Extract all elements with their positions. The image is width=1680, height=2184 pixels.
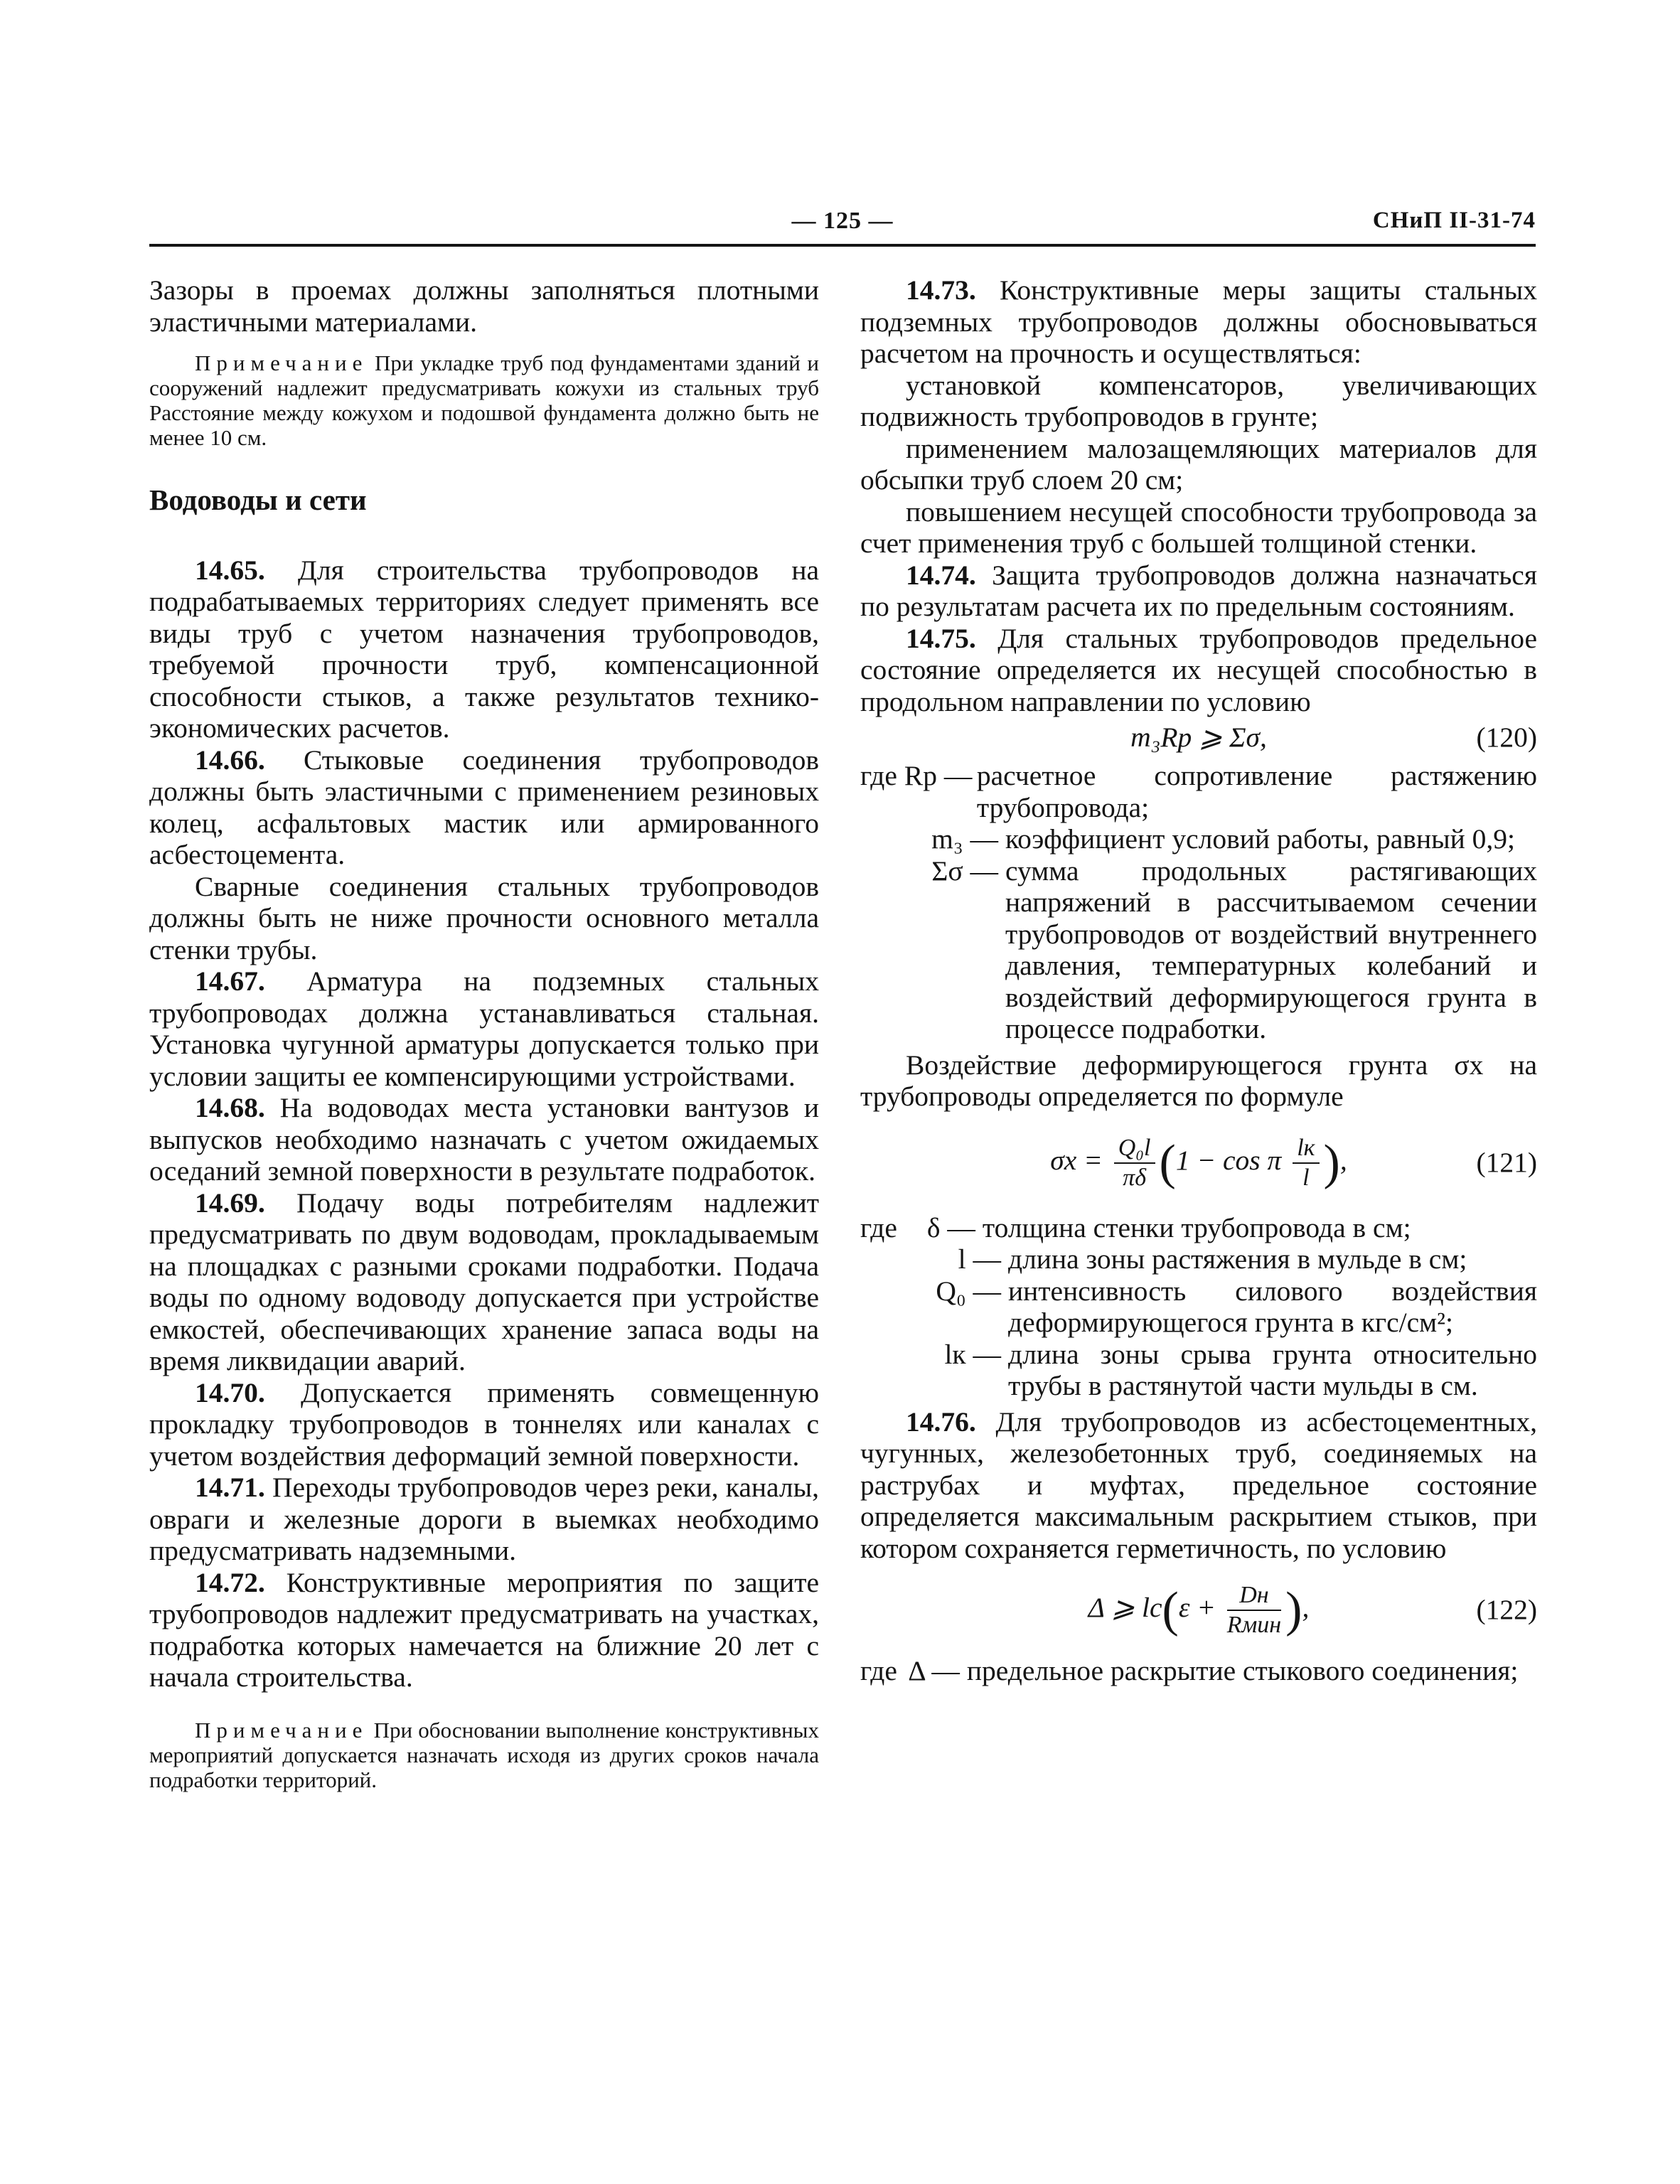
measure-item: повышением несущей способности трубопровода за счет применения труб с большей толщиной стенки. bbox=[860, 496, 1537, 559]
fraction bbox=[1114, 1134, 1155, 1192]
clause-number: 14.69. bbox=[195, 1187, 265, 1219]
clause-14-66 bbox=[149, 744, 819, 871]
note-alternative-terms bbox=[149, 1718, 819, 1792]
clause-number: 14.75. bbox=[906, 622, 976, 654]
header-rule bbox=[149, 244, 1536, 247]
right-column bbox=[860, 274, 1537, 1691]
clause-14-66-cont bbox=[149, 871, 819, 966]
paragraph-impact: Воздействие деформирующегося грунта σx на трубопроводы определяется по формуле bbox=[860, 1049, 1537, 1112]
definition-item bbox=[860, 823, 1537, 855]
definition-text: интенсивность силового воздействия деформирующегося грунта в кгс/см²; bbox=[1008, 1275, 1537, 1338]
clause-text: Конструктивные меры защиты стальных подземных трубопроводов должны обосновываться расчетом на прочность и осуществляться: bbox=[860, 274, 1537, 369]
clause-number: 14.68. bbox=[195, 1092, 265, 1123]
section-heading: Водоводы и сети bbox=[149, 483, 367, 516]
intro-paragraph: Зазоры в проемах должны заполняться плотными эластичными материалами. bbox=[149, 274, 819, 338]
clause-text: Арматура на подземных стальных трубопроводах должна устанавливаться стальная. Установка чугунной арматуры допускается только при условии защиты ее компенсирующими устройствами. bbox=[149, 965, 819, 1092]
definitions-122 bbox=[860, 1655, 1537, 1687]
definition-lead: где bbox=[860, 1655, 897, 1686]
definition-item bbox=[860, 760, 1537, 823]
note-text: При укладке труб под фундаментами зданий и сооружений надлежит предусматривать кожухи из стальных труб Расстояние между кожухом и подошвой фундамента должно быть не менее 10 см. bbox=[149, 350, 820, 450]
clause-text: Для строительства трубопроводов на подрабатываемых территориях следует применять все виды труб с учетом назначения трубопроводов, требуемой прочности труб, компенсационной способности стыков, а также результатов технико-экономических расчетов. bbox=[149, 554, 819, 744]
clause-14-67 bbox=[149, 965, 819, 1092]
page-number: — 125 — bbox=[791, 208, 894, 234]
clause-text: Сварные соединения стальных трубопроводов должны быть не ниже прочности основного металла стенки трубы. bbox=[149, 870, 819, 965]
definition-text: длина зоны растяжения в мульде в см; bbox=[1008, 1243, 1467, 1275]
clause-14-76 bbox=[860, 1406, 1537, 1565]
clause-14-71 bbox=[149, 1472, 819, 1567]
formula-122 bbox=[860, 1567, 1537, 1651]
clause-number: 14.65. bbox=[195, 554, 265, 586]
definition-text: предельное раскрытие стыкового соединения; bbox=[966, 1655, 1519, 1686]
definition-item bbox=[860, 1243, 1537, 1275]
measure-item: применением малозащемляющих материалов для обсыпки труб слоем 20 см; bbox=[860, 432, 1537, 496]
clause-text: Переходы трубопроводов через реки, каналы, овраги и железные дороги в выемках необходимо предусматривать надземными. bbox=[149, 1472, 819, 1566]
definition-symbol: δ — bbox=[926, 1211, 975, 1243]
fraction-denominator: l bbox=[1302, 1164, 1310, 1191]
formula-expression bbox=[860, 1134, 1537, 1192]
definition-symbol: l — bbox=[958, 1243, 1001, 1275]
left-column bbox=[149, 274, 819, 1792]
fraction bbox=[1227, 1581, 1281, 1639]
definition-symbol: Q₀ — bbox=[936, 1275, 1001, 1307]
formula-lhs: Δ ⩾ lc bbox=[1088, 1592, 1162, 1624]
clause-text: Для трубопроводов из асбестоцементных, чугунных, железобетонных труб, соединяемых на раструбах и муфтах, предельное состояние определяется максимальным раскрытием стыков, при котором сохраняется герметичность, по условию bbox=[860, 1406, 1537, 1564]
formula-inner: ε + bbox=[1178, 1592, 1216, 1624]
clause-14-68 bbox=[149, 1092, 819, 1187]
fraction-numerator: lк bbox=[1293, 1134, 1319, 1164]
clause-text: Допускается применять совмещенную прокладку трубопроводов в тоннелях или каналах с учетом воздействия деформаций земной поверхности. bbox=[149, 1376, 820, 1472]
definition-text: коэффициент условий работы, равный 0,9; bbox=[1005, 823, 1515, 855]
definition-item bbox=[860, 1655, 1537, 1687]
clause-14-70 bbox=[149, 1377, 819, 1472]
clause-number: 14.72. bbox=[195, 1566, 265, 1598]
definition-lead: где bbox=[860, 1211, 897, 1243]
note-label: Примечание bbox=[195, 1717, 368, 1743]
formula-number: (122) bbox=[1476, 1594, 1537, 1625]
clause-text: Для стальных трубопроводов предельное состояние определяется их несущей способностью в продольном направлении по условию bbox=[860, 622, 1537, 717]
clause-text: Защита трубопроводов должна назначаться по результатам расчета их по предельным состояниям. bbox=[860, 559, 1538, 622]
clause-14-74 bbox=[860, 560, 1537, 623]
clause-14-65 bbox=[149, 555, 819, 744]
formula-number: (121) bbox=[1476, 1146, 1537, 1178]
clause-number: 14.76. bbox=[906, 1406, 976, 1438]
paren-close: ) bbox=[1285, 1582, 1302, 1637]
definition-item bbox=[860, 1212, 1537, 1244]
definitions-121 bbox=[860, 1212, 1537, 1402]
clause-14-75 bbox=[860, 623, 1537, 718]
formula-inner: 1 − cos π bbox=[1175, 1144, 1282, 1176]
clause-number: 14.71. bbox=[195, 1472, 265, 1503]
definition-text: длина зоны срыва грунта относительно трубы в растянутой части мульды в см. bbox=[1008, 1338, 1537, 1401]
clause-number: 14.73. bbox=[906, 274, 976, 306]
note-label: Примечание bbox=[195, 350, 368, 375]
definition-item bbox=[860, 1275, 1537, 1339]
fraction bbox=[1293, 1134, 1319, 1192]
page-header bbox=[149, 200, 1536, 243]
definition-text: расчетное сопротивление растяжению трубопровода; bbox=[976, 760, 1537, 823]
clause-14-72 bbox=[149, 1567, 819, 1693]
definition-text: толщина стенки трубопровода в см; bbox=[982, 1211, 1411, 1243]
definition-lead: где bbox=[860, 760, 897, 791]
definition-symbol: Σσ — bbox=[931, 855, 998, 887]
clause-text: Подачу воды потребителям надлежит предусматривать по двум водоводам, прокладываемым на площадках с разными сроками подработки. Подача воды по одному водоводу допускается при устройстве емкостей, обеспечивающих хранение запаса воды на время ликвидации аварий. bbox=[149, 1187, 819, 1376]
formula-number: (120) bbox=[1476, 722, 1537, 753]
clause-14-73 bbox=[860, 274, 1537, 370]
fraction-numerator: Q₀l bbox=[1114, 1134, 1155, 1164]
paren-close: ) bbox=[1323, 1135, 1340, 1190]
definition-symbol: Rр — bbox=[904, 760, 973, 791]
clause-number: 14.74. bbox=[906, 559, 976, 591]
definition-symbol: Δ — bbox=[908, 1655, 960, 1686]
formula-expression: m₃Rр ⩾ Σσ, bbox=[1130, 722, 1267, 753]
paren-open: ( bbox=[1162, 1582, 1179, 1637]
definition-symbol: m₃ — bbox=[931, 823, 998, 855]
definition-symbol: lк — bbox=[944, 1338, 1001, 1370]
note-text: При обосновании выполнение конструктивных мероприятий допускается назначать исходя из других сроков начала подработки территорий. bbox=[149, 1717, 820, 1792]
clause-text: Стыковые соединения трубопроводов должны быть эластичными с применением резиновых колец, асфальтовых мастик или армированного асбестоцемента. bbox=[149, 744, 819, 870]
definition-text: сумма продольных растягивающих напряжений в рассчитываемом сечении трубопроводов от воздействий внутреннего давления, температурных колебаний и воздействий деформирующегося грунта в процессе подработки. bbox=[1005, 855, 1537, 1044]
definition-item bbox=[860, 1339, 1537, 1402]
fraction-denominator: πδ bbox=[1123, 1164, 1147, 1191]
clause-text: На водоводах места установки вантузов и выпусков необходимо назначать с учетом ожидаемых оседаний земной поверхности в результате подработок. bbox=[149, 1092, 820, 1187]
definition-item bbox=[860, 855, 1537, 1045]
formula-tail: , bbox=[1339, 1144, 1347, 1176]
paren-open: ( bbox=[1159, 1135, 1176, 1190]
clause-text: Конструктивные мероприятия по защите трубопроводов надлежит предусматривать на участках, подработка которых намечается на ближние 20 лет с начала строительства. bbox=[149, 1566, 819, 1693]
formula-120 bbox=[860, 720, 1537, 756]
clause-number: 14.67. bbox=[195, 965, 265, 997]
document-code: СНиП II-31-74 bbox=[1372, 208, 1536, 233]
formula-tail: , bbox=[1302, 1592, 1310, 1624]
fraction-numerator: Dн bbox=[1227, 1581, 1281, 1611]
definitions-120 bbox=[860, 760, 1537, 1045]
clause-number: 14.66. bbox=[195, 744, 265, 776]
formula-expression bbox=[860, 1581, 1537, 1639]
formula-lhs: σx = bbox=[1050, 1144, 1103, 1176]
fraction-denominator: Rмин bbox=[1226, 1612, 1282, 1638]
note-foundations bbox=[149, 350, 819, 450]
clause-number: 14.70. bbox=[195, 1376, 265, 1408]
clause-14-69 bbox=[149, 1187, 819, 1377]
measure-item: установкой компенсаторов, увеличивающих подвижность трубопроводов в грунте; bbox=[860, 369, 1537, 432]
formula-121 bbox=[860, 1115, 1537, 1208]
